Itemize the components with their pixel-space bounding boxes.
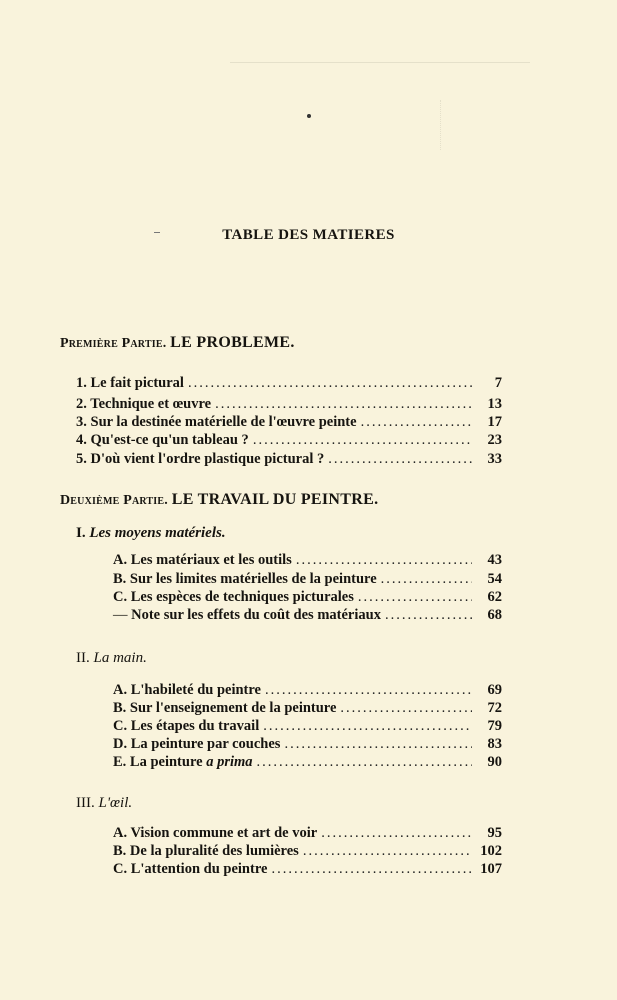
entry-number: 4. [76,432,87,448]
entry-letter: E. [113,754,127,770]
show-through-block-top [230,62,530,73]
toc-entry[interactable] [113,825,502,845]
toc-entry[interactable] [76,451,502,471]
entry-title: Qu'est-ce qu'un tableau ? [90,432,249,448]
toc-entry[interactable] [113,607,502,627]
entry-page: 17 [487,414,502,430]
entry-page: 54 [487,571,502,587]
entry-title: La peinture par couches [130,736,281,752]
entry-title: Sur les limites matérielles de la peinture [129,571,377,587]
section-title: Les moyens matériels. [89,525,226,541]
entry-letter: C. [113,718,128,734]
entry-page: 23 [487,432,502,448]
part-2-title: LE TRAVAIL DU PEINTRE. [171,491,379,508]
toc-entry[interactable] [113,861,502,881]
entry-title: Les espèces de techniques picturales [130,589,354,605]
entry-letter: C. [113,589,128,605]
toc-entry[interactable] [113,589,502,609]
entry-letter: B. [113,571,127,587]
leader-dots [361,414,472,431]
entry-title: Les matériaux et les outils [130,552,292,568]
leader-dots [381,571,472,588]
part-1-heading [60,334,295,352]
entry-title: Technique et œuvre [90,396,212,412]
leader-dots [257,754,472,771]
entry-number: 5. [76,451,87,467]
leader-dots [284,736,472,753]
leader-dots [358,589,472,606]
leader-dots [296,552,472,569]
section-title: L'œil. [98,795,133,811]
section-number: II. [76,650,90,666]
part-2-label: Deuxième Partie. [60,493,168,508]
entry-page: 102 [480,843,502,859]
entry-title: Le fait pictural [90,375,184,391]
section-number: III. [76,795,95,811]
part-2-heading [60,491,378,509]
leader-dots [263,718,472,735]
toc-entry[interactable] [113,700,502,720]
entry-title: De la pluralité des lumières [129,843,299,859]
entry-page: 79 [487,718,502,734]
leader-dots [385,607,472,624]
ink-dot [307,114,311,118]
section-title: La main. [93,650,147,666]
toc-entry[interactable] [113,682,502,702]
entry-letter: A. [113,825,128,841]
toc-entry[interactable] [76,375,502,395]
entry-title: Les étapes du travail [130,718,260,734]
entry-letter: B. [113,700,127,716]
entry-letter: A. [113,552,128,568]
section-heading [76,650,147,667]
entry-page: 95 [487,825,502,841]
leader-dots [328,451,472,468]
entry-number: 1. [76,375,87,391]
toc-entry[interactable] [76,432,502,452]
leader-dots [271,861,472,878]
leader-dots [215,396,472,413]
part-1-title: LE PROBLEME. [170,334,295,351]
toc-entry[interactable] [113,718,502,738]
entry-number: 2. [76,396,87,412]
toc-entry[interactable] [113,571,502,591]
entry-title: L'attention du peintre [130,861,268,877]
entry-page: 43 [487,552,502,568]
entry-title: Sur la destinée matérielle de l'œuvre peinte [90,414,357,430]
leader-dots [265,682,472,699]
entry-title: Sur l'enseignement de la peinture [129,700,337,716]
toc-entry[interactable] [113,754,502,774]
leader-dots [253,432,472,449]
entry-title: D'où vient l'ordre plastique pictural ? [90,451,325,467]
entry-page: 33 [487,451,502,467]
entry-letter: D. [113,736,128,752]
toc-entry[interactable] [113,843,502,863]
page-title: TABLE DES MATIERES [222,227,395,243]
leader-dots [303,843,472,860]
entry-page: 68 [487,607,502,623]
entry-page: 72 [487,700,502,716]
entry-title: L'habileté du peintre [130,682,261,698]
part-1-label: Première Partie. [60,336,167,351]
section-number: I. [76,525,86,541]
entry-letter: C. [113,861,128,877]
entry-number: 3. [76,414,87,430]
toc-entry[interactable] [113,736,502,756]
entry-title-italic: a prima [206,754,253,770]
toc-entry[interactable] [76,414,502,434]
section-heading [76,795,132,812]
entry-title: La peinture [129,754,203,770]
entry-title: Note sur les effets du coût des matériaux [131,607,381,623]
leader-dots [188,375,472,392]
entry-page: 107 [480,861,502,877]
section-heading [76,525,226,542]
toc-entry[interactable] [113,552,502,572]
entry-page: 62 [487,589,502,605]
entry-page: 13 [487,396,502,412]
leader-dots [340,700,472,717]
leader-dots [321,825,472,842]
entry-page: 69 [487,682,502,698]
entry-letter: A. [113,682,128,698]
entry-dash: — [113,607,128,623]
entry-title: Vision commune et art de voir [130,825,318,841]
entry-page: 90 [487,754,502,770]
toc-entry[interactable] [76,396,502,416]
entry-page: 7 [494,375,502,391]
entry-page: 83 [487,736,502,752]
entry-letter: B. [113,843,127,859]
show-through-block-mid [440,100,561,150]
